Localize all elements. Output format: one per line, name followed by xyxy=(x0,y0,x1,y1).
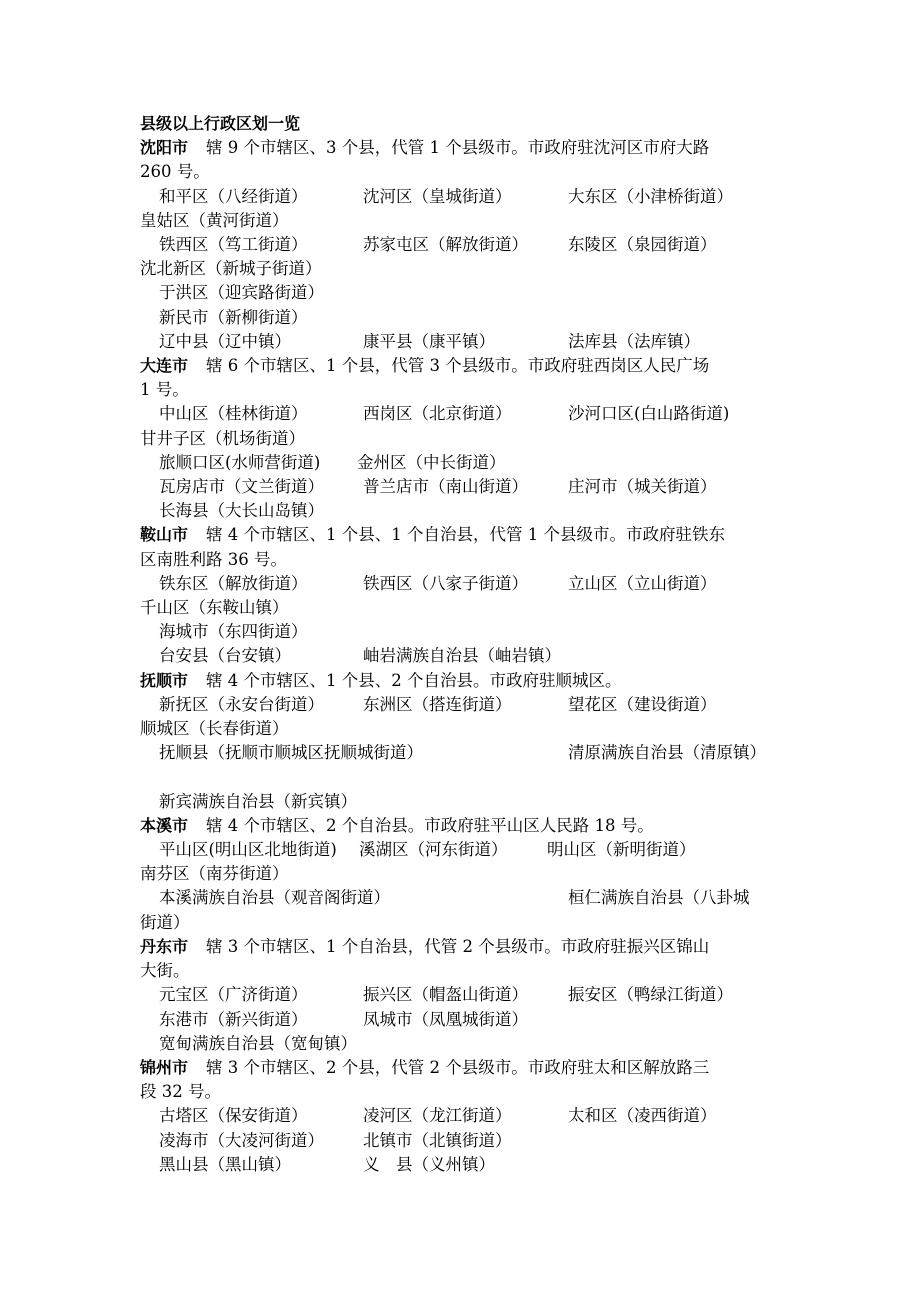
district-entry: 沙河口区(白山路街道) xyxy=(568,404,730,424)
district-entry: 法库县（法库镇） xyxy=(568,331,700,351)
district-entry: 新民市（新柳街道） xyxy=(159,307,308,327)
district-entry: 望花区（建设街道） xyxy=(568,694,717,714)
city-block-dandong xyxy=(140,935,790,1056)
district-row xyxy=(140,185,790,209)
city-name: 本溪市 xyxy=(140,815,189,835)
district-entry: 明山区（新明街道） xyxy=(547,840,696,860)
district-row xyxy=(140,330,790,354)
district-entry: 桓仁满族自治县（八卦城 xyxy=(568,888,750,908)
city-name: 锦州市 xyxy=(140,1057,189,1077)
district-entry: 于洪区（迎宾路街道） xyxy=(159,283,324,303)
city-description-cont: 1 号。 xyxy=(140,380,189,400)
city-name: 沈阳市 xyxy=(140,138,189,158)
document-page xyxy=(140,112,790,1177)
district-entry: 凤城市（凤凰城街道） xyxy=(363,1009,528,1029)
blank-line xyxy=(140,765,790,789)
district-entry: 新宾满族自治县（新宾镇） xyxy=(159,791,357,811)
district-entry: 本溪满族自治县（观音阁街道） xyxy=(159,888,390,908)
district-entry: 新抚区（永安台街道） xyxy=(159,694,324,714)
city-block-fushun xyxy=(140,669,790,814)
city-description: 辖 4 个市辖区、2 个自治县。市政府驻平山区人民路 18 号。 xyxy=(206,815,654,835)
district-row xyxy=(140,983,790,1007)
city-description: 辖 3 个市辖区、2 个县，代管 2 个县级市。市政府驻太和区解放路三 xyxy=(206,1057,710,1077)
district-entry: 瓦房店市（文兰街道） xyxy=(159,477,324,497)
district-entry: 铁东区（解放街道） xyxy=(159,573,308,593)
district-entry: 清原满族自治县（清原镇） xyxy=(568,743,766,763)
district-entry: 铁西区（笃工街道） xyxy=(159,235,308,255)
district-entry: 古塔区（保安街道） xyxy=(159,1106,308,1126)
district-entry: 立山区（立山街道） xyxy=(568,573,717,593)
district-entry: 台安县（台安镇） xyxy=(159,646,291,666)
district-entry: 康平县（康平镇） xyxy=(363,331,495,351)
district-entry: 大东区（小津桥街道） xyxy=(568,186,733,206)
city-header xyxy=(140,814,790,838)
city-block-benxi xyxy=(140,814,790,935)
district-entry: 西岗区（北京街道） xyxy=(363,404,512,424)
district-row xyxy=(140,1008,790,1032)
city-header xyxy=(140,523,790,547)
district-entry-wrap: 南芬区（南芬街道） xyxy=(140,864,289,884)
city-header xyxy=(140,354,790,378)
district-entry: 凌海市（大凌河街道） xyxy=(159,1130,324,1150)
district-entry: 抚顺县（抚顺市顺城区抚顺城街道） xyxy=(159,743,423,763)
district-entry: 元宝区（广济街道） xyxy=(159,985,308,1005)
district-entry: 海城市（东四街道） xyxy=(159,622,308,642)
city-block-anshan xyxy=(140,523,790,668)
district-entry: 东港市（新兴街道） xyxy=(159,1009,308,1029)
district-row xyxy=(140,402,790,426)
district-row xyxy=(140,838,790,862)
district-row xyxy=(140,1129,790,1153)
city-header xyxy=(140,935,790,959)
district-entry: 苏家屯区（解放街道） xyxy=(363,235,528,255)
district-row xyxy=(140,741,790,765)
city-block-jinzhou xyxy=(140,1056,790,1177)
city-description: 辖 4 个市辖区、1 个县、1 个自治县，代管 1 个县级市。市政府驻铁东 xyxy=(206,525,725,545)
document-title: 县级以上行政区划一览 xyxy=(140,114,301,133)
district-row xyxy=(140,475,790,499)
city-description: 辖 4 个市辖区、1 个县、2 个自治县。市政府驻顺城区。 xyxy=(206,670,622,690)
city-description-cont: 段 32 号。 xyxy=(140,1082,221,1102)
city-header xyxy=(140,669,790,693)
district-entry: 东陵区（泉园街道） xyxy=(568,235,717,255)
district-row xyxy=(140,1104,790,1128)
district-entry: 太和区（凌西街道） xyxy=(568,1106,717,1126)
district-entry: 辽中县（辽中镇） xyxy=(159,331,291,351)
city-name: 大连市 xyxy=(140,356,189,376)
city-description: 辖 3 个市辖区、1 个自治县，代管 2 个县级市。市政府驻振兴区锦山 xyxy=(206,936,710,956)
district-entry: 宽甸满族自治县（宽甸镇） xyxy=(159,1033,357,1053)
district-row xyxy=(140,451,790,475)
district-entry: 铁西区（八家子街道） xyxy=(363,573,528,593)
district-entry-wrap: 顺城区（长春街道） xyxy=(140,719,289,739)
district-row xyxy=(140,693,790,717)
district-entry: 沈河区（皇城街道） xyxy=(363,186,512,206)
district-entry: 金州区（中长街道） xyxy=(357,452,506,472)
district-entry-wrap: 沈北新区（新城子街道） xyxy=(140,259,322,279)
city-description-cont: 大街。 xyxy=(140,961,190,981)
district-entry: 平山区(明山区北地街道) xyxy=(159,840,337,860)
city-block-dalian xyxy=(140,354,790,523)
district-row xyxy=(140,886,790,910)
city-name: 丹东市 xyxy=(140,936,189,956)
district-row xyxy=(140,1153,790,1177)
city-header xyxy=(140,136,790,160)
city-description: 辖 9 个市辖区、3 个县，代管 1 个县级市。市政府驻沈河区市府大路 xyxy=(206,138,710,158)
district-entry: 振兴区（帽盔山街道） xyxy=(363,985,528,1005)
district-row xyxy=(140,233,790,257)
city-block-shenyang xyxy=(140,136,790,354)
district-entry: 庄河市（城关街道） xyxy=(568,477,717,497)
district-entry-wrap: 甘井子区（机场街道） xyxy=(140,428,305,448)
city-name: 鞍山市 xyxy=(140,525,189,545)
district-entry-wrap: 街道） xyxy=(140,912,190,932)
district-entry: 振安区（鸭绿江街道） xyxy=(568,985,733,1005)
district-entry: 东洲区（搭连街道） xyxy=(363,694,512,714)
city-header xyxy=(140,1056,790,1080)
district-entry: 凌河区（龙江街道） xyxy=(363,1106,512,1126)
district-entry: 旅顺口区(水师营街道) xyxy=(159,452,321,472)
district-entry: 和平区（八经街道） xyxy=(159,186,308,206)
district-row xyxy=(140,644,790,668)
city-description-cont: 260 号。 xyxy=(140,162,210,182)
city-description-cont: 区南胜利路 36 号。 xyxy=(140,549,287,569)
district-entry: 普兰店市（南山街道） xyxy=(363,477,528,497)
district-entry: 长海县（大长山岛镇） xyxy=(159,501,324,521)
district-entry: 黑山县（黑山镇） xyxy=(159,1154,291,1174)
district-entry: 溪湖区（河东街道） xyxy=(359,840,508,860)
district-entry-wrap: 皇姑区（黄河街道） xyxy=(140,210,289,230)
district-entry: 中山区（桂林街道） xyxy=(159,404,308,424)
district-row xyxy=(140,572,790,596)
city-name: 抚顺市 xyxy=(140,670,189,690)
city-description: 辖 6 个市辖区、1 个县，代管 3 个县级市。市政府驻西岗区人民广场 xyxy=(206,356,710,376)
district-entry: 岫岩满族自治县（岫岩镇） xyxy=(363,646,561,666)
district-entry-wrap: 千山区（东鞍山镇） xyxy=(140,598,289,618)
district-entry: 义 县（义州镇） xyxy=(363,1154,495,1174)
district-entry: 北镇市（北镇街道） xyxy=(363,1130,512,1150)
